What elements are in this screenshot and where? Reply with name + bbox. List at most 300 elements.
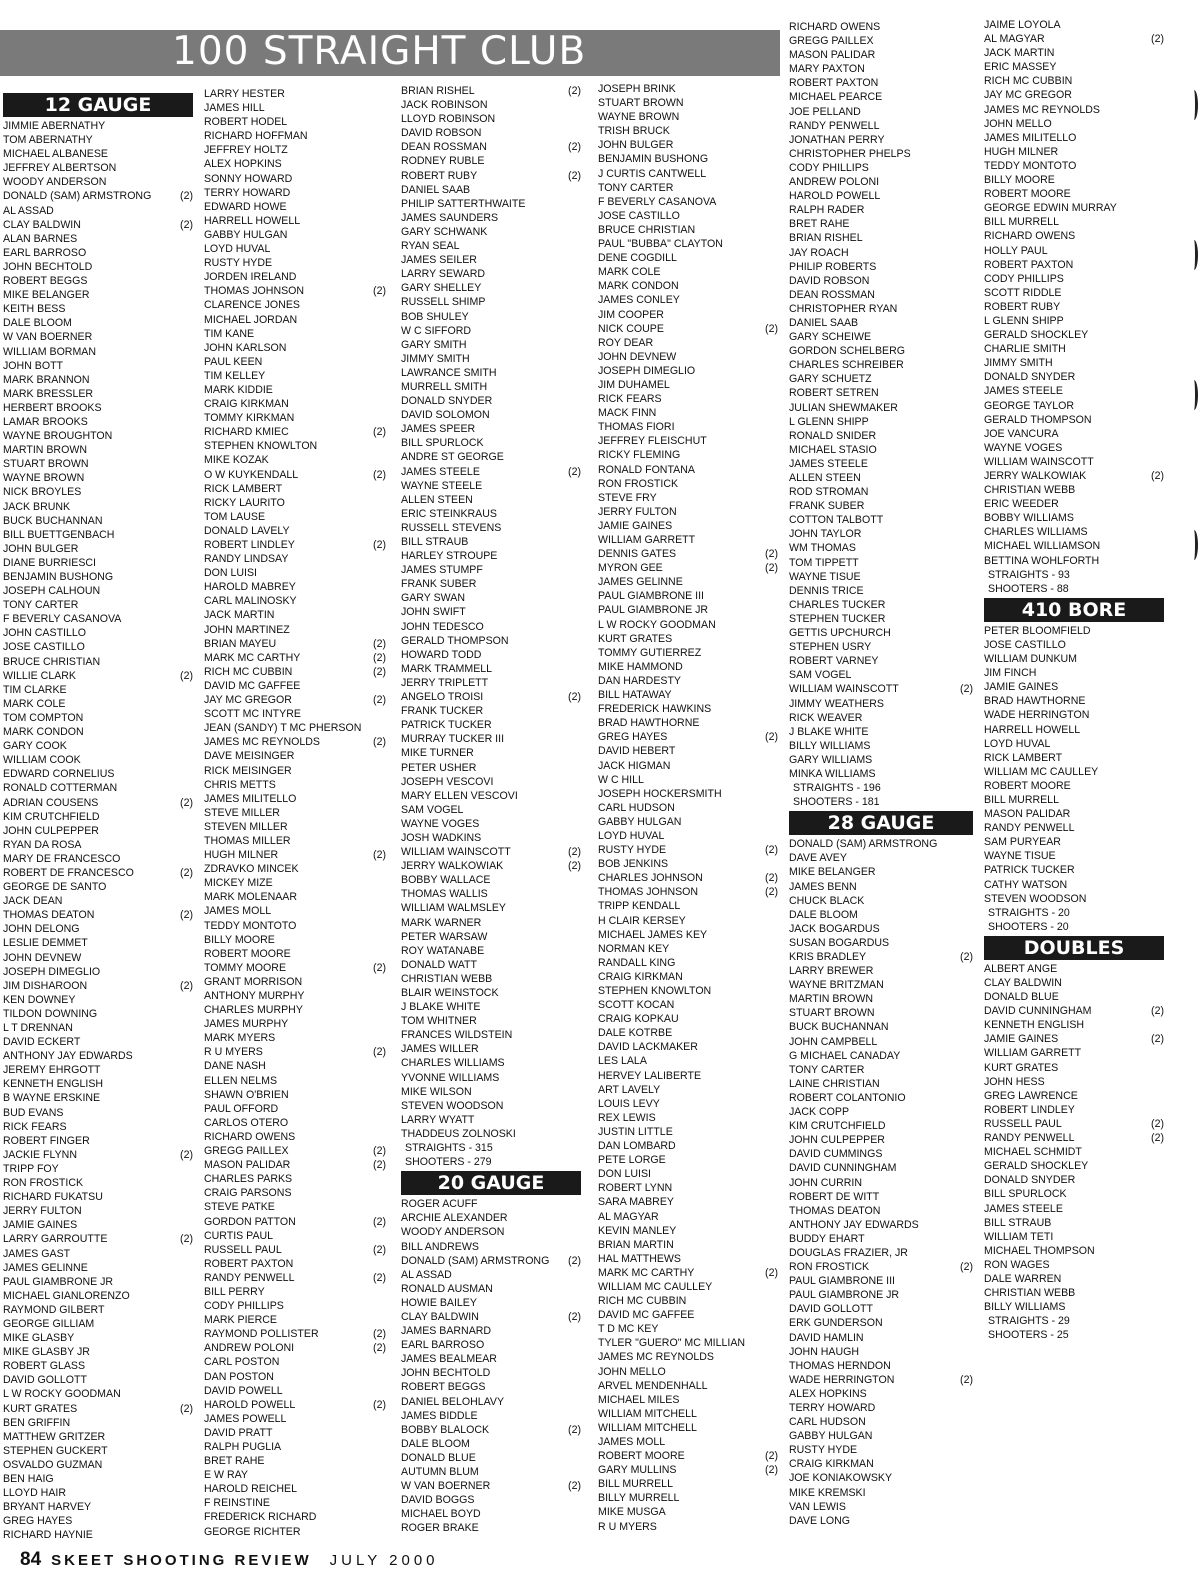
shooter-name: SCOTT KOCAN: [598, 999, 675, 1012]
shooter-entry: [984, 751, 1164, 765]
shooter-entry: [984, 1131, 1164, 1145]
shooter-entry: [598, 96, 778, 110]
shooter-entry: [3, 330, 193, 344]
shooter-entry: [598, 1505, 778, 1519]
shooter-entry: [598, 378, 778, 392]
shooter-name: MICKEY MIZE: [204, 877, 273, 890]
shooter-entry: [598, 1280, 778, 1294]
repeat-count: (2): [568, 691, 581, 704]
page-number: 84: [20, 1549, 42, 1570]
section-total: STRAIGHTS - 196: [793, 782, 881, 795]
shooter-entry: [401, 972, 581, 986]
shooter-entry: [3, 725, 193, 739]
shooter-entry: [598, 1393, 778, 1407]
shooter-entry: [3, 1289, 193, 1303]
shooter-entry: [401, 676, 581, 690]
shooter-entry: [984, 60, 1164, 74]
shooter-entry: [3, 1514, 193, 1528]
shooter-entry: [598, 1520, 778, 1534]
shooter-entry: [984, 1089, 1164, 1103]
repeat-count: (2): [373, 1243, 386, 1256]
shooter-name: JOHN BECHTOLD: [3, 260, 93, 273]
shooter-entry: [3, 373, 193, 387]
shooter-name: CHRIS METTS: [204, 778, 276, 791]
shooter-entry: [401, 338, 581, 352]
shooter-name: JOHN DEVNEW: [598, 350, 677, 363]
shooter-name: GEORGE DE SANTO: [3, 881, 107, 894]
shooter-entry: [789, 76, 973, 90]
shooter-entry: [204, 848, 386, 862]
shooter-entry: [204, 186, 386, 200]
shooter-name: JAMES BENN: [789, 880, 857, 893]
repeat-count: (2): [373, 1342, 386, 1355]
shooter-name: DONALD SNYDER: [984, 371, 1076, 384]
shooter-name: RUSSELL STEVENS: [401, 521, 502, 534]
shooter-entry: [598, 350, 778, 364]
shooter-name: RUSSELL PAUL: [984, 1117, 1062, 1130]
shooter-entry: [401, 1479, 581, 1493]
shooter-entry: [789, 1190, 973, 1204]
shooter-entry: [401, 1211, 581, 1225]
shooter-name: RODNEY RUBLE: [401, 155, 485, 168]
repeat-count: (2): [373, 1215, 386, 1228]
shooter-entry: [598, 1252, 778, 1266]
shooter-name: BRIAN RISHEL: [789, 232, 863, 245]
shooter-name: MARTIN BROWN: [3, 444, 87, 457]
shooter-entry: [204, 1525, 386, 1539]
shooter-name: RUSSELL SHIMP: [401, 296, 486, 309]
shooter-entry: [204, 482, 386, 496]
shooter-entry: [598, 928, 778, 942]
shooter-name: PHILIP SATTERTHWAITE: [401, 197, 526, 210]
shooter-entry: [598, 265, 778, 279]
repeat-count: (2): [373, 1328, 386, 1341]
shooter-entry: [204, 890, 386, 904]
shooter-name: NICK COUPE: [598, 322, 664, 335]
shooter-entry: [3, 894, 193, 908]
shooter-name: CHRISTOPHER RYAN: [789, 302, 898, 315]
shooter-name: MARTIN BROWN: [789, 993, 873, 1006]
shooter-name: GARY SCHUETZ: [789, 373, 872, 386]
shooter-entry: [789, 1373, 973, 1387]
shooter-entry: [401, 944, 581, 958]
repeat-count: (2): [568, 1310, 581, 1323]
shooter-name: TRISH BRUCK: [598, 125, 670, 138]
shooter-entry: [3, 852, 193, 866]
shooter-name: BUD EVANS: [3, 1106, 64, 1119]
section-total: SHOOTERS - 181: [793, 796, 880, 809]
shooter-name: MARK MC CARTHY: [204, 651, 301, 664]
shooter-entry: [204, 1158, 386, 1172]
shooter-entry: [3, 500, 193, 514]
shooter-name: DAN LOMBARD: [598, 1140, 676, 1153]
shooter-entry: [401, 267, 581, 281]
repeat-count: (2): [373, 285, 386, 298]
shooter-name: SAM VOGEL: [789, 669, 852, 682]
title-bar: [0, 30, 780, 76]
shooter-name: DAVID BOGGS: [401, 1494, 475, 1507]
shooter-entry: [598, 1153, 778, 1167]
shooter-name: HUGH MILNER: [204, 849, 279, 862]
shooter-name: DONALD WATT: [401, 958, 477, 971]
shooter-name: JIM DUHAMEL: [598, 378, 670, 391]
shooter-name: JOSEPH VESCOVI: [401, 775, 494, 788]
shooter-name: JOHN KARLSON: [204, 341, 287, 354]
shooter-name: JACK COPP: [789, 1106, 850, 1119]
shooter-entry: [204, 172, 386, 186]
shooter-entry: [3, 936, 193, 950]
shooter-entry: [789, 1471, 973, 1485]
shooter-entry: [598, 1083, 778, 1097]
shooter-entry: [984, 990, 1164, 1004]
shooter-name: RICHARD FUKATSU: [3, 1191, 103, 1204]
shooter-name: CLAY BALDWIN: [401, 1310, 479, 1323]
binding-mark: [1190, 530, 1198, 560]
shooter-name: MARK MYERS: [204, 1032, 276, 1045]
shooter-entry: [3, 626, 193, 640]
shooter-entry: [789, 654, 973, 668]
shooter-name: JAMES POWELL: [204, 1412, 287, 1425]
shooter-entry: [204, 834, 386, 848]
column-6: [984, 18, 1164, 1342]
shooter-name: CLAY BALDWIN: [984, 977, 1062, 989]
shooter-name: JAMIE GAINES: [598, 519, 673, 532]
shooter-entry: [598, 1125, 778, 1139]
shooter-name: RUSTY HYDE: [598, 844, 667, 857]
shooter-entry: [984, 1187, 1164, 1201]
shooter-entry: [3, 598, 193, 612]
shooter-entry: [984, 229, 1164, 243]
shooter-entry: [789, 668, 973, 682]
shooter-name: CHARLES JOHNSON: [598, 872, 703, 885]
shooter-name: WILLIAM MITCHELL: [598, 1421, 697, 1434]
shooter-entry: [789, 1105, 973, 1119]
shooter-name: WILLIAM GARRETT: [598, 534, 696, 546]
shooter-entry: [204, 1285, 386, 1299]
shooter-name: JAMES STEELE: [789, 457, 868, 470]
repeat-count: (2): [180, 796, 193, 809]
shooter-name: ELLEN NELMS: [204, 1074, 278, 1087]
shooter-entry: [789, 1147, 973, 1161]
shooter-name: ROBERT LINDLEY: [984, 1103, 1075, 1116]
shooter-name: EDWARD CORNELIUS: [3, 768, 115, 781]
shooter-name: JOHN MELLO: [984, 117, 1052, 130]
shooter-name: HOWARD TODD: [401, 648, 482, 661]
shooter-name: CODY PHILLIPS: [984, 272, 1064, 285]
shooter-entry: [401, 1071, 581, 1085]
shooter-name: MARK WARNER: [401, 916, 482, 929]
shooter-name: DONALD (SAM) ARMSTRONG: [789, 838, 938, 851]
shooter-entry: [3, 1218, 193, 1232]
shooter-name: JOSEPH BRINK: [598, 83, 676, 95]
shooter-entry: [598, 618, 778, 632]
shooter-name: JOHN HAUGH: [789, 1345, 860, 1358]
shooter-entry: [789, 1218, 973, 1232]
shooter-name: TOMMY KIRKMAN: [204, 412, 295, 425]
shooter-entry: [3, 669, 193, 683]
shooter-entry: [401, 493, 581, 507]
shooter-name: ROD STROMAN: [789, 486, 869, 499]
shooter-entry: [204, 707, 386, 721]
shooter-entry: [3, 1486, 193, 1500]
shooter-name: MARY PAXTON: [789, 63, 865, 76]
shooter-name: DAVE LONG: [789, 1514, 851, 1527]
shooter-name: CHARLIE SMITH: [984, 343, 1066, 356]
shooter-entry: [789, 865, 973, 879]
shooter-entry: [401, 1028, 581, 1042]
shooter-name: JAMES WILLER: [401, 1043, 479, 1056]
shooter-entry: [204, 1341, 386, 1355]
shooter-name: ROBERT DE WITT: [789, 1190, 880, 1203]
shooter-entry: [3, 316, 193, 330]
shooter-entry: [401, 183, 581, 197]
shooter-name: DENNIS TRICE: [789, 584, 864, 597]
shooter-name: RAYMOND POLLISTER: [204, 1328, 319, 1341]
shooter-entry: [204, 157, 386, 171]
shooter-name: ALLEN STEEN: [789, 472, 861, 484]
shooter-name: JIMMIE ABERNATHY: [3, 120, 106, 132]
shooter-entry: [401, 1380, 581, 1394]
shooter-entry: [789, 1260, 973, 1274]
shooter-name: MIKE KOZAK: [204, 454, 269, 467]
shooter-entry: [401, 789, 581, 803]
shooter-entry: [789, 485, 973, 499]
shooter-name: GEORGE GILLIAM: [3, 1317, 95, 1330]
shooter-entry: [984, 88, 1164, 102]
shooter-name: JERRY FULTON: [598, 505, 677, 518]
shooter-name: MARK BRESSLER: [3, 387, 94, 400]
shooter-entry: [598, 209, 778, 223]
shooter-name: AUTUMN BLUM: [401, 1466, 479, 1478]
shooter-name: W C SIFFORD: [401, 324, 472, 337]
shooter-name: OSVALDO GUZMAN: [3, 1458, 103, 1471]
shooter-entry: [401, 295, 581, 309]
shooter-entry: [3, 1232, 193, 1246]
shooter-name: ROBERT LINDLEY: [204, 539, 295, 551]
shooter-name: MASON PALIDAR: [204, 1159, 291, 1172]
shooter-entry: [401, 1113, 581, 1127]
shooter-name: BILL MURRELL: [984, 793, 1059, 806]
shooter-name: JIM COOPER: [598, 308, 664, 321]
section-total: SHOOTERS - 88: [988, 582, 1069, 595]
shooter-name: LAINE CHRISTIAN: [789, 1077, 880, 1090]
shooter-entry: [598, 914, 778, 928]
shooter-entry: [3, 1528, 193, 1542]
shooter-entry: [3, 1049, 193, 1063]
shooter-entry: [984, 272, 1164, 286]
shooter-name: ERIC STEINKRAUS: [401, 507, 497, 520]
shooter-entry: [3, 993, 193, 1007]
shooter-entry: [598, 1449, 778, 1463]
shooter-name: MARK MC CARTHY: [598, 1266, 695, 1279]
shooter-entry: [598, 1336, 778, 1350]
shooter-entry: [984, 1046, 1164, 1060]
repeat-count: (2): [765, 872, 778, 885]
shooter-name: BRIAN MAYEU: [204, 637, 277, 650]
shooter-entry: [3, 697, 193, 711]
shooter-entry: [789, 1006, 973, 1020]
shooter-name: J BLAKE WHITE: [401, 1001, 481, 1014]
shooter-name: BRUCE CHRISTIAN: [598, 223, 696, 236]
shooter-entry: [598, 1365, 778, 1379]
shooter-name: JAMES BARNARD: [401, 1325, 492, 1338]
shooter-name: BENJAMIN BUSHONG: [3, 571, 114, 583]
shooter-entry: [401, 1056, 581, 1070]
shooter-entry: [3, 1162, 193, 1176]
shooter-entry: [401, 873, 581, 887]
shooter-name: STEPHEN TUCKER: [789, 612, 886, 625]
shooter-name: RICKY FLEMING: [598, 449, 681, 462]
shooter-entry: [984, 427, 1164, 441]
section-total: STRAIGHTS - 315: [405, 1142, 493, 1155]
shooter-name: JOHN MARTINEZ: [204, 623, 290, 636]
shooter-entry: [401, 859, 581, 873]
shooter-entry: [789, 358, 973, 372]
shooter-entry: [204, 425, 386, 439]
shooter-name: RANDY PENWELL: [984, 1132, 1075, 1145]
repeat-count: (2): [373, 637, 386, 650]
shooter-entry: [598, 448, 778, 462]
shooter-entry: [401, 1296, 581, 1310]
shooter-entry: [401, 169, 581, 183]
shooter-name: DONALD BLUE: [401, 1451, 476, 1464]
shooter-entry: [204, 1468, 386, 1482]
shooter-name: JOSH WADKINS: [401, 831, 482, 844]
repeat-count: (2): [373, 539, 386, 551]
column-1: [3, 91, 193, 1542]
shooter-name: MICHAEL BOYD: [401, 1508, 481, 1521]
shooter-name: SONNY HOWARD: [204, 172, 293, 185]
shooter-name: DANIEL SAAB: [789, 316, 859, 329]
shooter-name: HARRELL HOWELL: [984, 723, 1081, 736]
shooter-name: STEVE FRY: [598, 491, 657, 504]
shooter-name: MARK BRANNON: [3, 373, 90, 386]
shooter-name: JOHN CULPEPPER: [3, 824, 99, 837]
shooter-entry: [3, 288, 193, 302]
shooter-entry: [401, 352, 581, 366]
shooter-entry: [789, 711, 973, 725]
shooter-entry: [984, 1300, 1164, 1314]
shooter-name: DAVID MC GAFFEE: [204, 679, 301, 692]
shooter-entry: [984, 131, 1164, 145]
shooter-name: MICHAEL STASIO: [789, 443, 877, 456]
shooter-entry: [401, 1042, 581, 1056]
shooter-name: F BEVERLY CASANOVA: [3, 613, 122, 626]
shooter-entry: [598, 1435, 778, 1449]
shooter-entry: [3, 1345, 193, 1359]
shooter-name: JAMIE GAINES: [3, 1219, 78, 1232]
shooter-name: MICHAEL THOMPSON: [984, 1244, 1095, 1257]
shooter-name: CLARENCE JONES: [204, 299, 300, 312]
shooter-name: GEORGE TAYLOR: [984, 399, 1075, 412]
repeat-count: (2): [960, 683, 973, 696]
shooter-entry: [401, 901, 581, 915]
shooter-entry: [789, 739, 973, 753]
shooter-entry: [3, 485, 193, 499]
shooter-entry: [3, 175, 193, 189]
shooter-name: JIMMY SMITH: [401, 352, 470, 365]
shooter-entry: [401, 253, 581, 267]
shooter-name: DANIEL SAAB: [401, 183, 471, 196]
shooter-entry: [984, 652, 1164, 666]
shooter-name: PATRICK TUCKER: [401, 719, 492, 732]
shooter-name: RANDY PENWELL: [789, 119, 880, 132]
shooter-name: MARK TRAMMELL: [401, 662, 493, 675]
shooter-entry: [598, 660, 778, 674]
shooter-name: WOODY ANDERSON: [3, 176, 107, 189]
shooter-name: JAMES MOLL: [598, 1436, 666, 1448]
shooter-name: DENNIS GATES: [598, 548, 677, 561]
shooter-name: JOHN BULGER: [3, 542, 79, 555]
shooter-name: STEPHEN KNOWLTON: [598, 985, 712, 997]
shooter-entry: [401, 549, 581, 563]
shooter-name: ROBERT LYNN: [598, 1182, 673, 1195]
shooter-entry: [204, 200, 386, 214]
repeat-count: (2): [180, 190, 193, 203]
shooter-name: BEN GRIFFIN: [3, 1416, 71, 1429]
shooter-entry: [984, 694, 1164, 708]
shooter-name: RICK LAMBERT: [984, 751, 1063, 764]
section-header: 410 BORE: [984, 598, 1164, 622]
repeat-count: (2): [180, 1148, 193, 1161]
shooter-entry: [598, 744, 778, 758]
shooter-entry: [598, 1069, 778, 1083]
shooter-name: CHRISTOPHER PHELPS: [789, 147, 911, 160]
shooter-entry: [3, 119, 193, 133]
shooter-entry: [984, 1145, 1164, 1159]
shooter-entry: [401, 1099, 581, 1113]
shooter-name: GARY SHELLEY: [401, 282, 482, 295]
shooter-name: DAVID CUMMINGS: [789, 1148, 883, 1161]
shooter-name: ROBERT RUBY: [984, 300, 1061, 313]
shooter-name: GARY SCHWANK: [401, 225, 488, 238]
shooter-entry: [789, 302, 973, 316]
shooter-name: ROBERT MOORE: [598, 1450, 685, 1463]
shooter-name: RUSTY HYDE: [204, 257, 273, 270]
shooter-entry: [984, 1216, 1164, 1230]
shooter-name: DEAN ROSSMAN: [401, 141, 487, 154]
shooter-entry: [204, 735, 386, 749]
shooter-entry: [3, 951, 193, 965]
shooter-name: ERIC WEEDER: [984, 498, 1059, 511]
shooter-name: JAMES BIDDLE: [401, 1409, 478, 1422]
shooter-entry: [3, 1331, 193, 1345]
shooter-name: JAMES GAST: [3, 1247, 71, 1260]
shooter-entry: [789, 20, 973, 34]
shooter-name: JOHN DELONG: [3, 923, 80, 936]
shooter-name: JOSE CASTILLO: [598, 209, 680, 222]
column-4: [598, 82, 778, 1534]
repeat-count: (2): [373, 1145, 386, 1158]
shooter-entry: [598, 1210, 778, 1224]
repeat-count: (2): [568, 85, 581, 97]
shooter-entry: [789, 274, 973, 288]
shooter-name: LESLIE DEMMET: [3, 937, 88, 950]
repeat-count: (2): [180, 979, 193, 992]
shooter-entry: [984, 539, 1164, 553]
shooter-name: ROBERT BEGGS: [3, 275, 88, 288]
shooter-name: THOMAS WALLIS: [401, 888, 488, 901]
shooter-name: JAY ROACH: [789, 246, 849, 259]
shooter-entry: [3, 1007, 193, 1021]
shooter-entry: [3, 612, 193, 626]
shooter-entry: [984, 737, 1164, 751]
shooter-name: JOHN SWIFT: [401, 606, 466, 619]
shooter-entry: [789, 851, 973, 865]
shooter-entry: [3, 147, 193, 161]
shooter-name: KENNETH ENGLISH: [3, 1078, 104, 1091]
shooter-entry: [401, 126, 581, 140]
